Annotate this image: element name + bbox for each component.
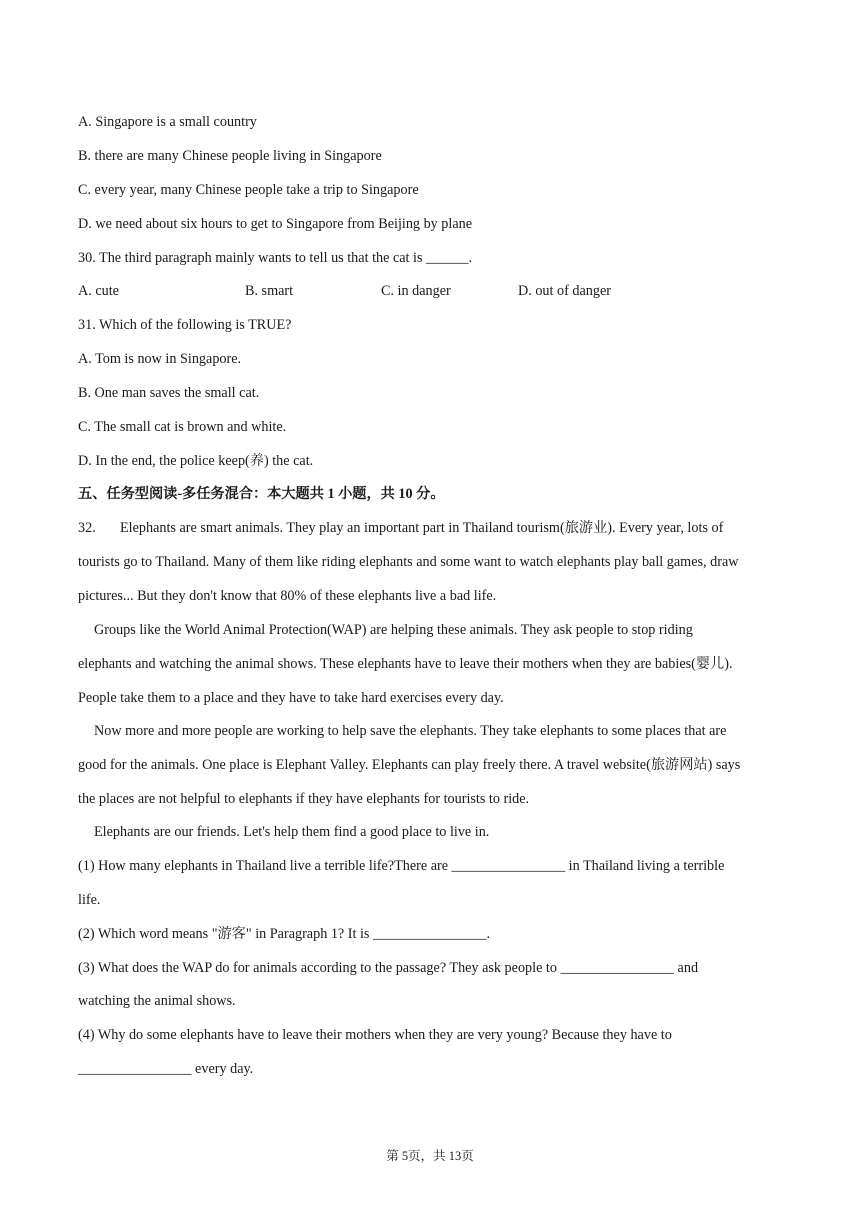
subquestion-1-line2: life. xyxy=(78,892,101,908)
q30-stem: 30. The third paragraph mainly wants to tell us that the cat is ______. xyxy=(78,250,473,266)
q29-option-b: B. there are many Chinese people living in Singapore xyxy=(78,148,382,164)
q30-option-d: D. out of danger xyxy=(518,283,611,299)
passage-p3-line3: the places are not helpful to elephants if they have elephants for tourists to ride. xyxy=(78,791,530,807)
q31-option-b: B. One man saves the small cat. xyxy=(78,385,260,401)
q30-option-b: B. smart xyxy=(245,283,294,299)
passage-text: Elephants are smart animals. They play an important part in Thailand tourism(旅游业). Every year, lots of xyxy=(120,520,724,536)
q29-option-c: C. every year, many Chinese people take a trip to Singapore xyxy=(78,182,419,198)
q31-option-a: A. Tom is now in Singapore. xyxy=(78,351,242,367)
q30-option-c: C. in danger xyxy=(381,283,451,299)
passage-p1-line1 xyxy=(78,519,723,537)
q29-option-d: D. we need about six hours to get to Singapore from Beijing by plane xyxy=(78,216,473,232)
passage-p3-line1: Now more and more people are working to help save the elephants. They take elephants to some places that are xyxy=(94,723,727,739)
subquestion-2: (2) Which word means "游客" in Paragraph 1? It is ________________. xyxy=(78,926,491,942)
section-heading: 五、任务型阅读-多任务混合：本大题共 1 小题，共 10 分。 xyxy=(78,486,445,502)
passage-p4-line1: Elephants are our friends. Let's help them find a good place to live in. xyxy=(94,824,490,840)
q30-options xyxy=(0,282,860,300)
subquestion-3-line1: (3) What does the WAP do for animals according to the passage? They ask people to ________________ and xyxy=(78,960,699,976)
passage-p2-line3: People take them to a place and they have to take hard exercises every day. xyxy=(78,690,504,706)
subquestion-3-line2: watching the animal shows. xyxy=(78,993,236,1009)
passage-p2-line1: Groups like the World Animal Protection(WAP) are helping these animals. They ask people to stop riding xyxy=(94,622,693,638)
subquestion-1-line1: (1) How many elephants in Thailand live a terrible life?There are ________________ in Thailand living a terrible xyxy=(78,858,725,874)
q30-option-a: A. cute xyxy=(78,283,119,299)
subquestion-4-line1: (4) Why do some elephants have to leave their mothers when they are very young? Because they have to xyxy=(78,1027,672,1043)
question-number: 32. xyxy=(78,520,96,536)
q29-option-a: A. Singapore is a small country xyxy=(78,114,257,130)
passage-p3-line2: good for the animals. One place is Elephant Valley. Elephants can play freely there. A travel website(旅游网站) says xyxy=(78,757,741,773)
q31-stem: 31. Which of the following is TRUE? xyxy=(78,317,292,333)
passage-p1-line3: pictures... But they don't know that 80% of these elephants live a bad life. xyxy=(78,588,497,604)
q31-option-d: D. In the end, the police keep(养) the cat. xyxy=(78,453,314,469)
page-number: 第 5页，共 13页 xyxy=(386,1149,474,1163)
subquestion-4-line2: ________________ every day. xyxy=(78,1061,254,1077)
passage-p1-line2: tourists go to Thailand. Many of them like riding elephants and some want to watch elephants play ball games, draw xyxy=(78,554,739,570)
passage-p2-line2: elephants and watching the animal shows. These elephants have to leave their mothers when they are babies(婴儿). xyxy=(78,656,733,672)
q31-option-c: C. The small cat is brown and white. xyxy=(78,419,287,435)
